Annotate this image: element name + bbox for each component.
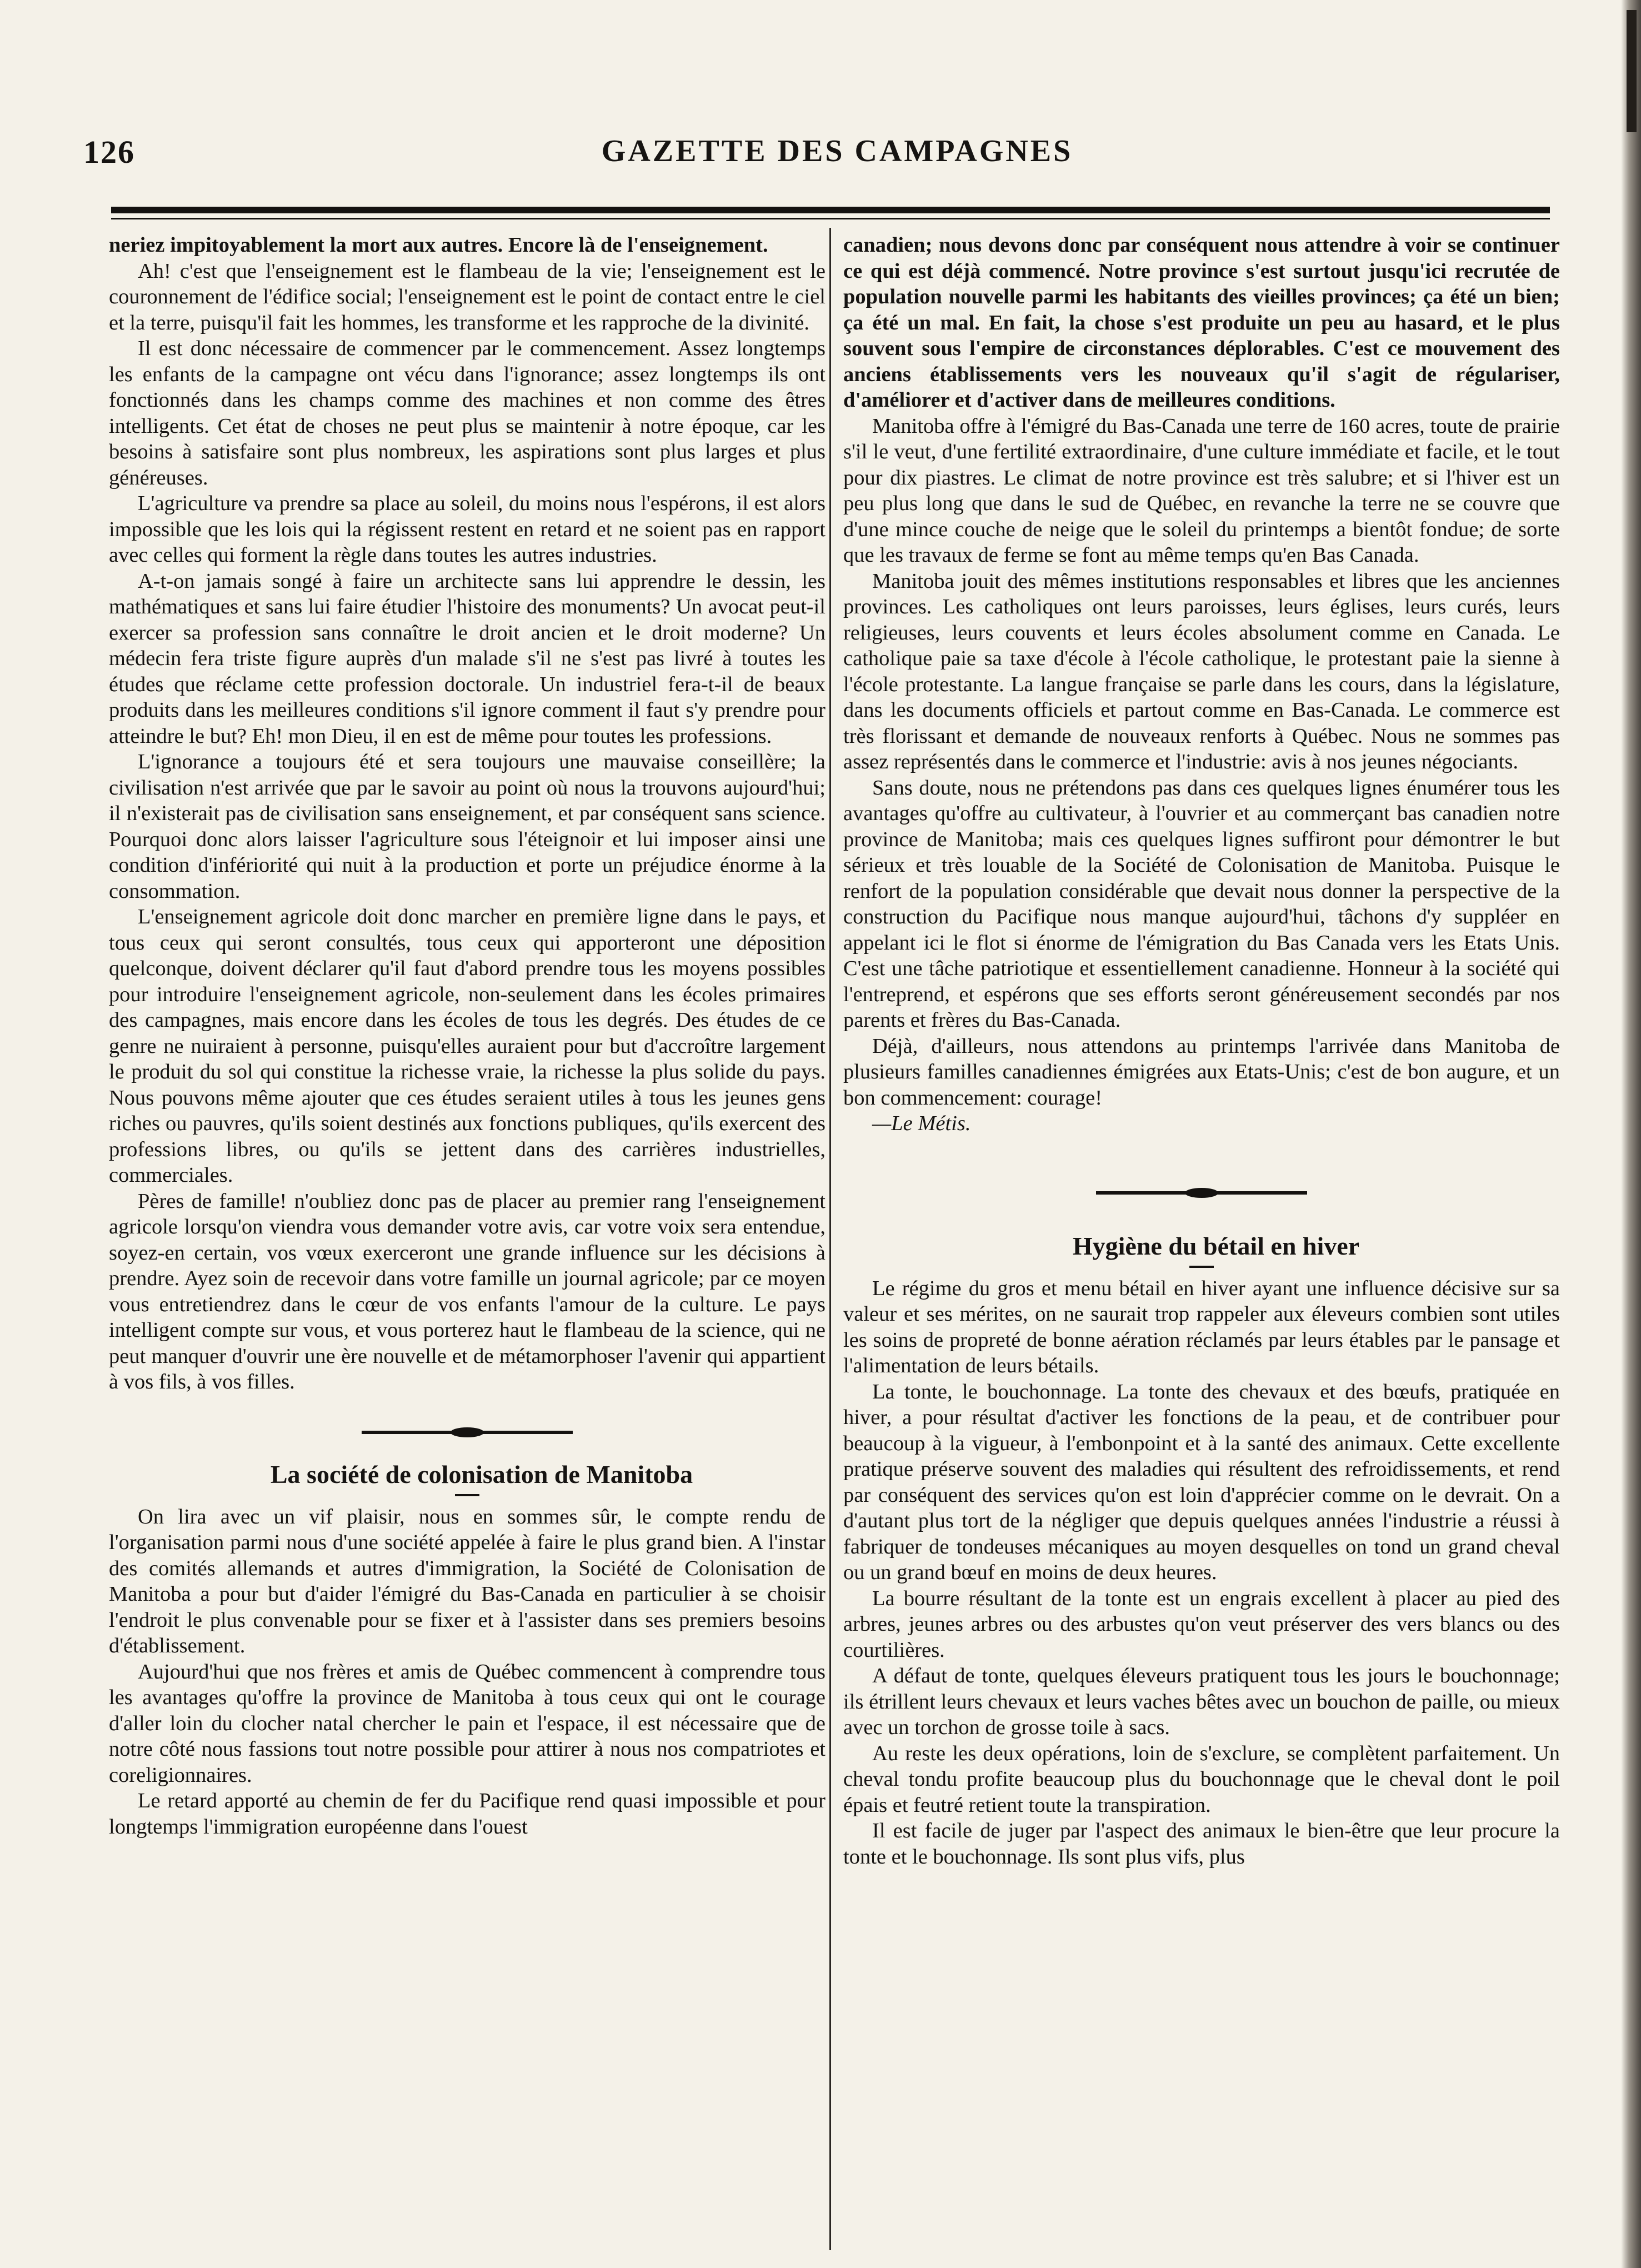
- article-paragraph: L'agriculture va prendre sa place au soleil, du moins nous l'espérons, il est alors impossible que les lois qui la régissent restent en retard et ne soient pas en rapport avec celles qui forment la règle dans toutes les autres industries.: [109, 492, 825, 567]
- column-divider: [829, 228, 831, 2250]
- article-paragraph: La tonte, le bouchonnage. La tonte des chevaux et des bœufs, pratiquée en hiver, a pour résultat d'activer les fonctions de la peau, et de contribuer pour beaucoup à la vigueur, à l'embonpoint et à la santé des animaux. Cette excellente pratique préserve souvent des maladies qui résultent des refroidissements, et rend par conséquent des services qu'on est loin d'apprécier comme on le devrait. On a d'autant plus tort de la négliger que depuis quelques années l'industrie a réussi à fabriquer de tondeuses mécaniques au moyen desquelles on tond un grand cheval ou un grand bœuf en moins de deux heures.: [843, 1380, 1560, 1584]
- header-rule-thin: [111, 218, 1550, 219]
- article-paragraph: A-t-on jamais songé à faire un architecte sans lui apprendre le dessin, les mathématiques et sans lui faire étudier l'histoire des monuments? Un avocat peut-il exercer sa profession sans connaître le droit ancien et le droit moderne? Un médecin fera triste figure auprès d'un malade s'il ne s'est pas livré à toutes les études que réclame cette profession doctorale. Un industriel fera-t-il de beaux produits dans les meilleures conditions s'il ignore comment il faut s'y prendre pour atteindre le but? Eh! mon Dieu, il en est de même pour toutes les professions.: [109, 569, 825, 748]
- title-dash: [455, 1494, 479, 1496]
- article-paragraph: L'enseignement agricole doit donc marcher en première ligne dans le pays, et tous ceux qui seront consultés, tous ceux qui apporteront une déposition quelconque, doivent déclarer qu'il faut d'abord prendre tous les moyens possibles pour introduire l'enseignement agricole, non-seulement dans les écoles primaires des campagnes, mais encore dans les écoles de tous les degrés. Des études de ce genre ne nuiraient à personne, puisqu'elles auraient pour but d'accroître largement le produit du sol qui constitue la richesse vraie, la richesse la plus solide du pays. Nous pouvons même ajouter que ces études seraient utiles à tous les jeunes gens riches ou pauvres, qu'ils soient destinés aux fonctions publiques, qu'ils exercent des professions libres, ou qu'ils se jettent dans des carrières industrielles, commerciales.: [109, 905, 825, 1187]
- article-paragraph: A défaut de tonte, quelques éleveurs pratiquent tous les jours le bouchonnage; ils étrillent leurs chevaux et leurs vaches bêtes avec un bouchon de paille, ou mieux avec un torchon de grosse toile à sacs.: [843, 1664, 1560, 1739]
- article-paragraph: Aujourd'hui que nos frères et amis de Québec commencent à comprendre tous les avantages qu'offre la province de Manitoba à tous ceux qui ont le courage d'aller loin du clocher natal chercher le pain et l'espace, il est nécessaire que de notre côté nous fassions tout notre possible pour attirer à nous nos compatriotes et coreligionnaires.: [109, 1660, 825, 1787]
- section-title: Hygiène du bétail en hiver: [1072, 1231, 1360, 1260]
- running-title: GAZETTE DES CAMPAGNES: [601, 134, 1073, 168]
- article-signature: —Le Métis.: [872, 1112, 971, 1135]
- article-paragraph: Au reste les deux opérations, loin de s'exclure, se complètent parfaitement. Un cheval tondu profite beaucoup plus du bouchonnage que le cheval dont le poil épais et feutré retient toute la transpiration.: [843, 1741, 1560, 1817]
- page-edge-shadow: [1621, 0, 1641, 2268]
- section-ornament: [109, 1426, 825, 1437]
- article-paragraph: Manitoba offre à l'émigré du Bas-Canada une terre de 160 acres, toute de prairie s'il le veut, d'une fertilité extraordinaire, d'une culture immédiate et facile, et le tout pour dix piastres. Le climat de notre province est très salubre; et si l'hiver est un peu plus long que dans le sud de Québec, en revanche la terre ne se couvre que d'une mince couche de neige que le soleil du printemps a bientôt fondue; de sorte que les travaux de ferme se font au même temps qu'en Bas Canada.: [843, 414, 1560, 567]
- continuation-paragraph: canadien; nous devons donc par conséquent nous attendre à voir se continuer ce qui est déjà commencé. Notre province s'est surtout jusqu'ici recrutée de population nouvelle parmi les habitants des vieilles provinces; ça été un bien; ça été un mal. En fait, la chose s'est produite un peu au hasard, et le plus souvent sous l'empire de circonstances déplorables. C'est ce mouvement des anciens établissements vers les nouveaux qu'il s'agit de régulariser, d'améliorer et d'activer dans de meilleures conditions.: [843, 233, 1560, 412]
- article-paragraph: Le retard apporté au chemin de fer du Pacifique rend quasi impossible et pour longtemps l'immigration européenne dans l'ouest: [109, 1789, 825, 1839]
- right-column: [843, 232, 1560, 1870]
- article-paragraph: Pères de famille! n'oubliez donc pas de placer au premier rang l'enseignement agricole lorsqu'on viendra vous demander votre avis, car votre voix sera entendue, soyez-en certain, vos vœux exerceront une grande influence sur les décisions à prendre. Ayez soin de recevoir dans votre famille un journal agricole; par ce moyen vous entretiendrez dans le cœur de vos enfants l'amour de la culture. Le pays intelligent compte sur vous, et vous porterez haut le flambeau de la science, qui ne peut manquer d'ouvrir une ère nouvelle et de métamorphoser l'avenir qui appartient à vos fils, à vos filles.: [109, 1189, 825, 1393]
- continuation-paragraph: neriez impitoyablement la mort aux autres. Encore là de l'enseignement.: [109, 233, 768, 257]
- article-paragraph: Il est facile de juger par l'aspect des animaux le bien-être que leur procure la tonte et le bouchonnage. Ils sont plus vifs, plus: [843, 1819, 1560, 1869]
- article-paragraph: Il est donc nécessaire de commencer par le commencement. Assez longtemps les enfants de la campagne ont vécu dans l'ignorance; assez longtemps ils ont fonctionnés dans les champs comme des machines et non comme des êtres intelligents. Cet état de choses ne peut plus se maintenir à notre époque, car les besoins à satisfaire sont plus nombreux, les aspirations sont plus larges et plus généreuses.: [109, 337, 825, 489]
- article-paragraph: On lira avec un vif plaisir, nous en sommes sûr, le compte rendu de l'organisation parmi nous d'une société appelée à faire le plus grand bien. A l'instar des comités allemands et autres d'immigration, la Société de Colonisation de Manitoba a pour but d'aider l'émigré du Bas-Canada en particulier à se choisir l'endroit le plus convenable pour se fixer et à l'assister dans ses premiers besoins d'établissement.: [109, 1505, 825, 1657]
- article-paragraph: Le régime du gros et menu bétail en hiver ayant une influence décisive sur sa valeur et ses mérites, on ne saurait trop rappeler aux éleveurs combien sont utiles les soins de propreté de bonne aération réclamés par leurs étables par le pansage et l'alimentation de leurs bétails.: [843, 1276, 1560, 1377]
- section-ornament: [843, 1187, 1560, 1198]
- article-paragraph: Manitoba jouit des mêmes institutions responsables et libres que les anciennes provinces. Les catholiques ont leurs paroisses, leurs églises, leurs curés, leurs religieuses, leurs couvents et leurs écoles absolument comme en Canada. Le catholique paie sa taxe d'école à l'école catholique, le protestant paie la sienne à l'école protestante. La langue française se parle dans les cours, dans la législature, dans les documents officiels et partout comme en Bas-Canada. Le commerce est très florissant et demande de nouveaux renforts à Québec. Nous ne sommes pas assez représentés dans le commerce et l'industrie: avis à nos jeunes négociants.: [843, 569, 1560, 773]
- header-rule-thick: [111, 207, 1550, 213]
- section-title: La société de colonisation de Manitoba: [270, 1460, 693, 1488]
- article-paragraph: Sans doute, nous ne prétendons pas dans ces quelques lignes énumérer tous les avantages qu'offre au cultivateur, à l'ouvrier et au commerçant bas canadien notre province de Manitoba; mais ces quelques lignes suffiront pour démontrer le but sérieux et très louable de la Société de Colonisation de Manitoba. Puisque le renfort de la population considérable que devait nous donner la perspective de la construction du Pacifique nous manque aujourd'hui, tâchons d'y suppléer en appelant ici le flot si énorme de l'émigration du Bas Canada vers les Etats Unis. C'est une tâche patriotique et essentiellement canadienne. Honneur à la société qui l'entreprend, et espérons que ses efforts seront généreusement secondés par nos parents et frères du Bas-Canada.: [843, 776, 1560, 1032]
- left-column: [109, 232, 825, 1840]
- article-paragraph: Déjà, d'ailleurs, nous attendons au printemps l'arrivée dans Manitoba de plusieurs familles canadiennes émigrées aux Etats-Unis; c'est de bon augure, et un bon commencement: courage!: [843, 1034, 1560, 1110]
- title-dash: [1189, 1266, 1214, 1268]
- article-paragraph: Ah! c'est que l'enseignement est le flambeau de la vie; l'enseignement est le couronnement de l'édifice social; l'enseignement est le point de contact entre le ciel et la terre, puisqu'il fait les hommes, les transforme et les rapproche de la divinité.: [109, 259, 825, 334]
- binding-mark: [1627, 10, 1637, 132]
- article-paragraph: La bourre résultant de la tonte est un engrais excellent à placer au pied des arbres, jeunes arbres ou des arbustes qu'on veut préserver des vers blancs ou des courtilières.: [843, 1586, 1560, 1662]
- article-paragraph: L'ignorance a toujours été et sera toujours une mauvaise conseillère; la civilisation n'est arrivée que par le savoir au point où nous la trouvons aujourd'hui; il n'existerait pas de civilisation sans enseignement, et par conséquent sans science. Pourquoi donc alors laisser l'agriculture sous l'éteignoir et lui imposer ainsi une condition d'infériorité qui nuit à la production et porte un préjudice énorme à la consommation.: [109, 750, 825, 903]
- page-number: 126: [83, 134, 135, 170]
